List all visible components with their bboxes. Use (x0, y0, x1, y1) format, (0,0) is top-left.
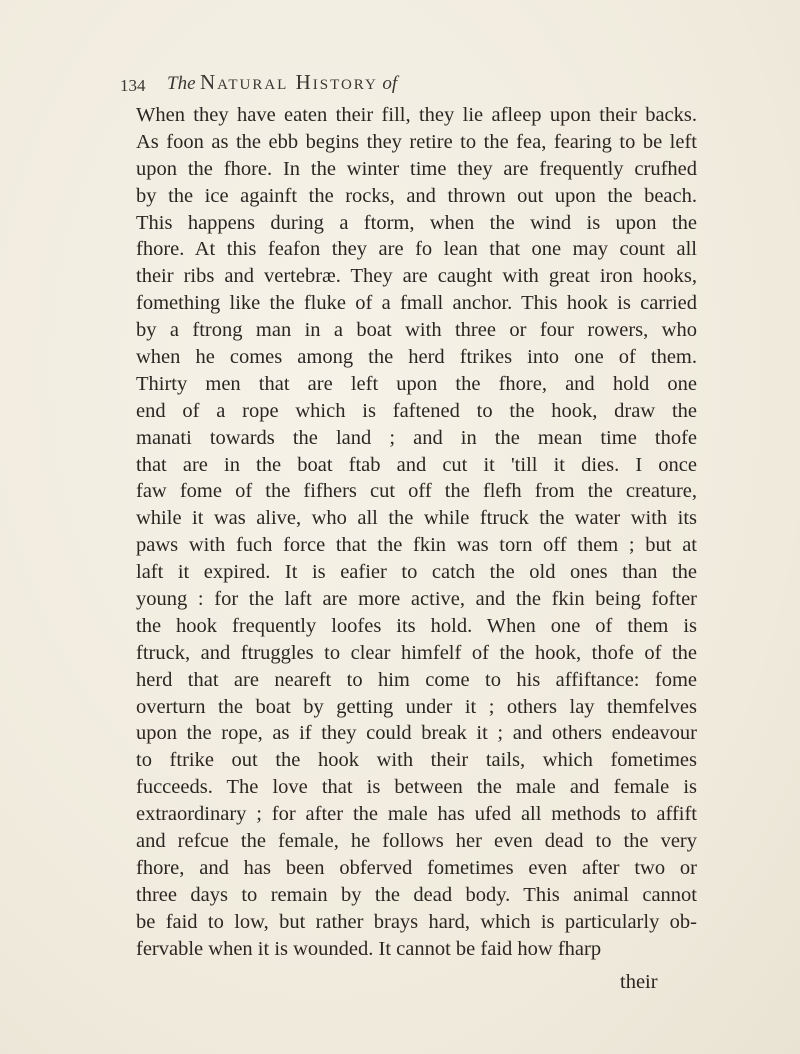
text-line: by the ice againft the rocks, and thrown out upon the beach. (136, 184, 697, 207)
running-title-of: of (382, 73, 398, 94)
text-line: extraordinary ; for after the male has ufed all methods to affift (136, 803, 697, 826)
text-line: upon the rope, as if they could break it ; and others endeavour (136, 722, 697, 745)
text-line: their ribs and vertebræ. They are caught with great iron hooks, (136, 265, 697, 288)
text-line: three days to remain by the dead body. This animal cannot (136, 883, 697, 906)
text-line: fervable when it is wounded. It cannot be faid how fharp (136, 937, 602, 960)
running-title (167, 70, 397, 95)
text-line: herd that are neareft to him come to his affiftance: fome (136, 668, 697, 691)
running-title-main: Natural History (200, 70, 378, 94)
text-line: that are in the boat ftab and cut it 'till it dies. I once (136, 453, 697, 476)
text-line: ftruck, and ftruggles to clear himfelf of the hook, thofe of the (136, 641, 697, 664)
running-head (120, 70, 680, 100)
text-line: When they have eaten their fill, they lie afleep upon their backs. (136, 104, 697, 126)
text-line: upon the fhore. In the winter time they are frequently crufhed (136, 157, 697, 180)
text-line: overturn the boat by getting under it ; others lay themfelves (136, 695, 697, 718)
text-line: manati towards the land ; and in the mean time thofe (136, 426, 697, 449)
text-line: the hook frequently loofes its hold. When one of them is (136, 614, 697, 637)
text-line: when he comes among the herd ftrikes into one of them. (136, 346, 697, 369)
text-line: young : for the laft are more active, and the fkin being fofter (136, 588, 697, 611)
text-line: As foon as the ebb begins they retire to the fea, fearing to be left (136, 130, 697, 153)
text-line: faw fome of the fifhers cut off the flefh from the creature, (136, 480, 697, 503)
text-line: This happens during a ftorm, when the wind is upon the (136, 211, 697, 234)
text-line: fomething like the fluke of a fmall anchor. This hook is carried (136, 292, 697, 315)
text-line: Thirty men that are left upon the fhore, and hold one (136, 372, 697, 395)
text-line: fucceeds. The love that is between the male and female is (136, 776, 697, 799)
catchword: their (620, 971, 658, 993)
text-line: be faid to low, but rather brays hard, which is particularly ob- (136, 910, 697, 933)
text-line: laft it expired. It is eafier to catch the old ones than the (136, 561, 697, 584)
text-line: while it was alive, who all the while ftruck the water with its (136, 507, 697, 530)
text-line: fhore. At this feafon they are fo lean that one may count all (136, 238, 697, 261)
text-line: fhore, and has been obferved fometimes even after two or (136, 856, 697, 879)
body-paragraph (136, 102, 697, 963)
text-line: end of a rope which is faftened to the hook, draw the (136, 399, 697, 422)
running-title-the: The (167, 73, 196, 94)
text-line: to ftrike out the hook with their tails, which fometimes (136, 749, 697, 772)
text-line: paws with fuch force that the fkin was torn off them ; but at (136, 534, 697, 557)
text-line: and refcue the female, he follows her even dead to the very (136, 830, 697, 853)
text-line: by a ftrong man in a boat with three or four rowers, who (136, 319, 697, 342)
page-number: 134 (120, 76, 146, 95)
